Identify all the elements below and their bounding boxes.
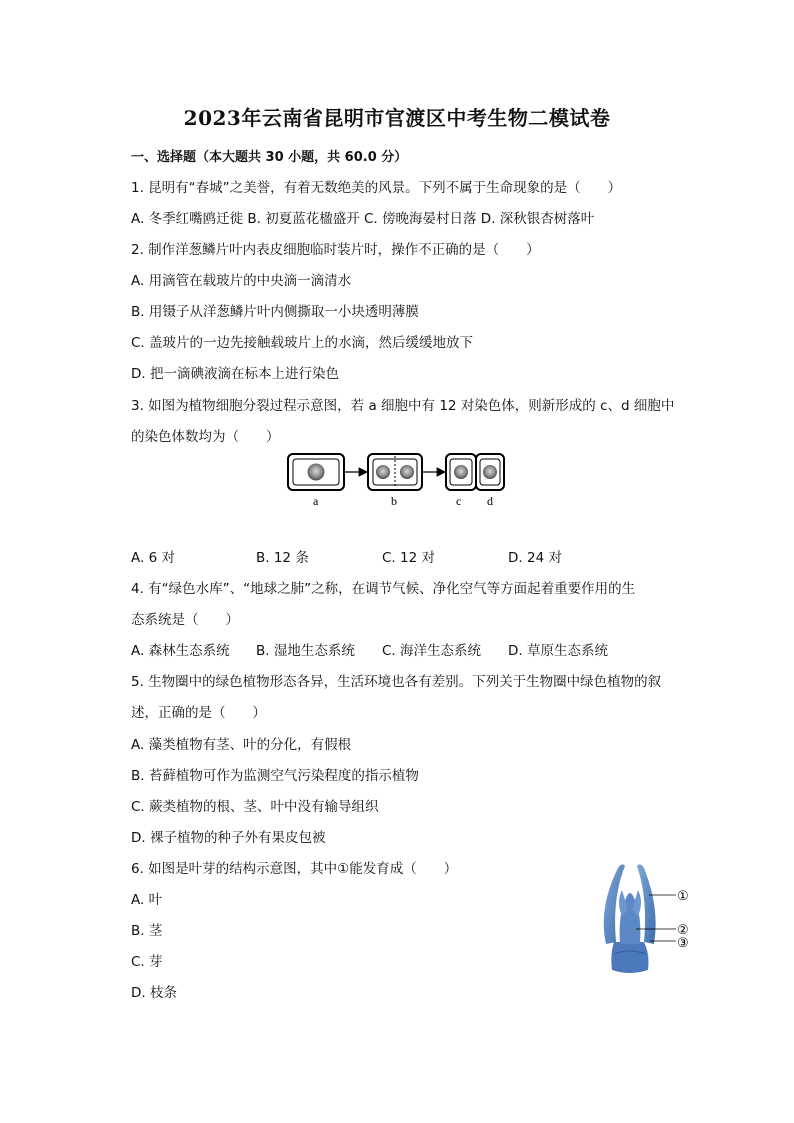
q2-option-c: C. 盖玻片的一边先接触载玻片上的水滴，然后缓缓地放下 bbox=[131, 335, 474, 351]
label-1: ① bbox=[677, 888, 689, 903]
nucleus-b-left bbox=[376, 465, 390, 479]
q6-option-d: D. 枝条 bbox=[131, 985, 177, 1001]
q3-option-a: A. 6 对 bbox=[131, 550, 175, 566]
q3-option-c: C. 12 对 bbox=[382, 550, 435, 566]
q3-option-d: D. 24 对 bbox=[508, 550, 562, 566]
q5-option-b: B. 苔藓植物可作为监测空气污染程度的指示植物 bbox=[131, 768, 419, 784]
label-c: c bbox=[456, 494, 462, 508]
cell-c bbox=[446, 454, 476, 490]
label-b: b bbox=[391, 494, 397, 508]
section-heading: 一、选择题（本大题共 30 小题，共 60.0 分） bbox=[131, 150, 408, 165]
q5-option-d: D. 裸子植物的种子外有果皮包被 bbox=[131, 830, 326, 846]
nucleus-b-right bbox=[400, 465, 414, 479]
q5-stem-line1: 5. 生物圈中的绿色植物形态各异，生活环境也各有差别。下列关于生物圈中绿色植物的叙 bbox=[131, 674, 662, 690]
cell-d bbox=[476, 454, 504, 490]
q1-stem: 1. 昆明有“春城”之美誉，有着无数绝美的风景。下列不属于生命现象的是（ ） bbox=[131, 180, 622, 196]
nucleus-a bbox=[308, 464, 325, 481]
label-d: d bbox=[487, 494, 493, 508]
q6-option-a: A. 叶 bbox=[131, 892, 163, 908]
q4-stem-line1: 4. 有“绿色水库”、“地球之肺”之称，在调节气候、净化空气等方面起着重要作用的生 bbox=[131, 581, 636, 597]
q3-option-b: B. 12 条 bbox=[256, 550, 309, 566]
label-a: a bbox=[313, 494, 319, 508]
label-3: ③ bbox=[677, 935, 689, 950]
leaf-bud-figure bbox=[592, 858, 702, 978]
q6-stem: 6. 如图是叶芽的结构示意图，其中①能发育成（ ） bbox=[131, 861, 458, 877]
bud-base bbox=[611, 942, 648, 973]
q2-option-a: A. 用滴管在载玻片的中央滴一滴清水 bbox=[131, 273, 352, 289]
exam-title: 2023年云南省昆明市官渡区中考生物二模试卷 bbox=[183, 106, 611, 130]
q1-options: A. 冬季红嘴鸥迁徙 B. 初夏蓝花楹盛开 C. 傍晚海晏村日落 D. 深秋银杏树落叶 bbox=[131, 211, 595, 227]
q2-option-d: D. 把一滴碘液滴在标本上进行染色 bbox=[131, 366, 339, 382]
nucleus-d bbox=[483, 465, 497, 479]
q6-option-b: B. 茎 bbox=[131, 923, 163, 939]
q3-stem-line2: 的染色体数均为（ ） bbox=[131, 429, 280, 445]
nucleus-c bbox=[454, 465, 468, 479]
cell-a bbox=[288, 454, 344, 490]
q5-stem-line2: 述，正确的是（ ） bbox=[131, 705, 266, 721]
cell-b bbox=[368, 454, 422, 490]
q3-stem-line1: 3. 如图为植物细胞分裂过程示意图，若 a 细胞中有 12 对染色体，则新形成的 c、d 细胞中 bbox=[131, 398, 675, 414]
q2-stem: 2. 制作洋葱鳞片叶内表皮细胞临时装片时，操作不正确的是（ ） bbox=[131, 242, 540, 258]
q2-option-b: B. 用镊子从洋葱鳞片叶内侧撕取一小块透明薄膜 bbox=[131, 304, 419, 320]
q4-stem-line2: 态系统是（ ） bbox=[131, 612, 239, 628]
q4-option-d: D. 草原生态系统 bbox=[508, 643, 608, 659]
cell-division-figure bbox=[285, 450, 515, 512]
q6-option-c: C. 芽 bbox=[131, 954, 163, 970]
q4-option-a: A. 森林生态系统 bbox=[131, 643, 230, 659]
q4-option-c: C. 海洋生态系统 bbox=[382, 643, 482, 659]
label-2: ② bbox=[677, 922, 689, 937]
q5-option-c: C. 蕨类植物的根、茎、叶中没有输导组织 bbox=[131, 799, 379, 815]
q4-option-b: B. 湿地生态系统 bbox=[256, 643, 355, 659]
q5-option-a: A. 藻类植物有茎、叶的分化，有假根 bbox=[131, 737, 352, 753]
